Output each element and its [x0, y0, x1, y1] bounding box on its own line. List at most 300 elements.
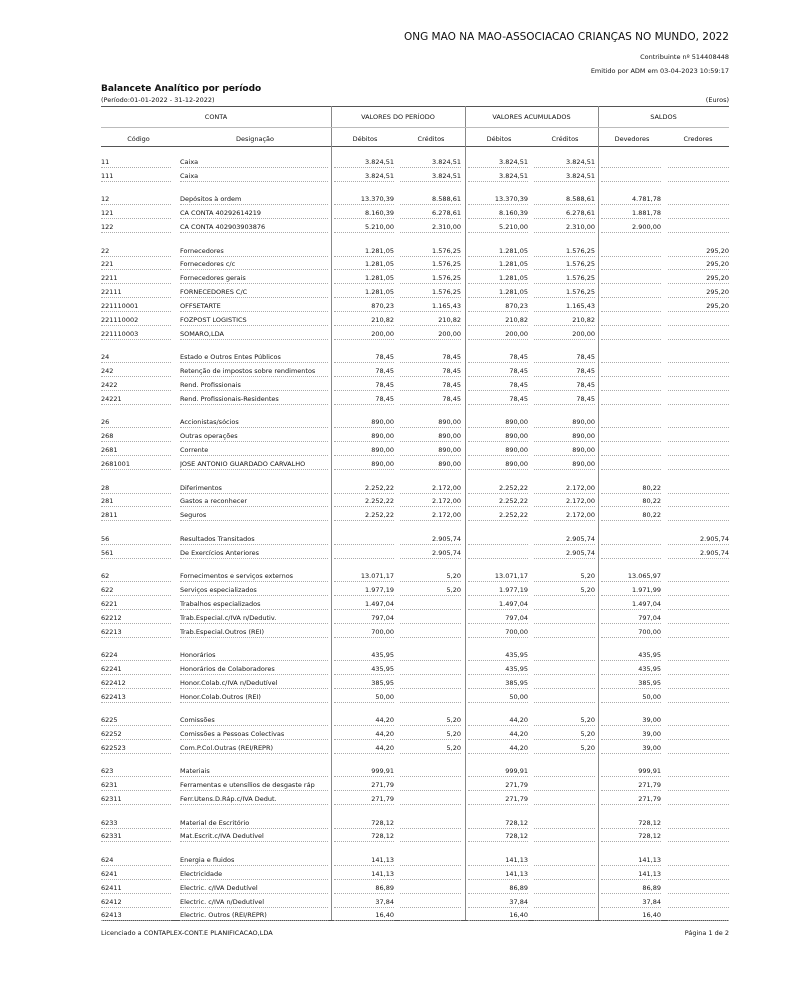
table-row — [101, 613, 729, 626]
table-row — [101, 352, 729, 365]
acumulado-debito: 435,95 — [468, 651, 528, 661]
periodo-credito: 2.172,00 — [400, 484, 461, 494]
account-code: 2681 — [101, 446, 171, 456]
saldo-credor — [668, 586, 729, 596]
acumulado-debito: 13.370,39 — [468, 195, 528, 205]
periodo-credito: 5,20 — [400, 572, 461, 582]
periodo-credito: 1.576,25 — [400, 288, 461, 298]
acumulado-debito: 2.252,22 — [468, 511, 528, 521]
periodo-debito: 890,00 — [334, 460, 394, 470]
acumulado-debito: 200,00 — [468, 330, 528, 340]
table-row — [101, 431, 729, 444]
periodo-debito: 1.281,05 — [334, 288, 394, 298]
periodo-credito: 1.165,43 — [400, 302, 461, 312]
account-designation: Mat.Escrit.c/IVA Dedutível — [180, 832, 328, 842]
acumulado-debito: 210,82 — [468, 316, 528, 326]
periodo-debito: 2.252,22 — [334, 484, 394, 494]
account-code: 6224 — [101, 651, 171, 661]
acumulado-credito — [534, 911, 595, 921]
account-code: 24 — [101, 353, 171, 363]
acumulado-credito — [534, 819, 595, 829]
account-code: 623 — [101, 767, 171, 777]
acumulado-credito: 890,00 — [534, 418, 595, 428]
acumulado-debito: 2.252,22 — [468, 484, 528, 494]
account-designation: Seguros — [180, 511, 328, 521]
saldo-credor: 295,20 — [668, 302, 729, 312]
saldo-devedor: 797,04 — [601, 614, 661, 624]
table-row — [101, 459, 729, 472]
periodo-debito: 870,23 — [334, 302, 394, 312]
saldo-credor — [668, 209, 729, 219]
acumulado-credito: 5,20 — [534, 572, 595, 582]
account-code: 121 — [101, 209, 171, 219]
account-designation: Honor.Colab.Outros (REI) — [180, 693, 328, 703]
saldo-credor — [668, 795, 729, 805]
saldo-devedor: 271,79 — [601, 781, 661, 791]
saldo-devedor: 141,13 — [601, 856, 661, 866]
account-code: 56 — [101, 535, 171, 545]
periodo-debito: 2.252,22 — [334, 497, 394, 507]
saldo-credor — [668, 353, 729, 363]
acumulado-credito: 6.278,61 — [534, 209, 595, 219]
periodo-debito: 1.281,05 — [334, 247, 394, 257]
header-devedores: Devedores — [614, 135, 650, 143]
acumulado-credito — [534, 856, 595, 866]
account-designation: Corrente — [180, 446, 328, 456]
saldo-devedor: 37,84 — [601, 898, 661, 908]
account-designation: Comissões a Pessoas Colectivas — [180, 730, 328, 740]
table-row — [101, 417, 729, 430]
account-designation: Ferramentas e utensílios de desgaste ráp — [180, 781, 328, 791]
account-designation: Estado e Outros Entes Públicos — [180, 353, 328, 363]
acumulado-debito: 78,45 — [468, 353, 528, 363]
account-designation: Serviços especializados — [180, 586, 328, 596]
table-row — [101, 910, 729, 923]
table-row — [101, 273, 729, 286]
periodo-credito: 5,20 — [400, 730, 461, 740]
account-code: 6225 — [101, 716, 171, 726]
acumulado-credito: 2.310,00 — [534, 223, 595, 233]
periodo-credito: 78,45 — [400, 353, 461, 363]
saldo-devedor — [601, 316, 661, 326]
acumulado-debito: 5.210,00 — [468, 223, 528, 233]
saldo-devedor: 999,91 — [601, 767, 661, 777]
saldo-devedor: 86,89 — [601, 884, 661, 894]
acumulado-debito: 16,40 — [468, 911, 528, 921]
report-title: Balancete Analítico por período — [101, 84, 262, 94]
table-row — [101, 897, 729, 910]
saldo-credor — [668, 432, 729, 442]
acumulado-credito: 1.576,25 — [534, 288, 595, 298]
acumulado-debito: 797,04 — [468, 614, 528, 624]
table-row — [101, 246, 729, 259]
saldo-devedor: 1.881,78 — [601, 209, 661, 219]
saldo-credor — [668, 614, 729, 624]
table-row — [101, 496, 729, 509]
saldo-credor — [668, 316, 729, 326]
acumulado-credito — [534, 832, 595, 842]
acumulado-credito: 2.905,74 — [534, 549, 595, 559]
periodo-debito: 700,00 — [334, 628, 394, 638]
periodo-credito: 6.278,61 — [400, 209, 461, 219]
account-designation: Trabalhos especializados — [180, 600, 328, 610]
account-code: 28 — [101, 484, 171, 494]
account-designation: Depósitos à ordem — [180, 195, 328, 205]
saldo-credor — [668, 832, 729, 842]
periodo-credito — [400, 856, 461, 866]
table-row — [101, 194, 729, 207]
account-code: 22111 — [101, 288, 171, 298]
periodo-credito — [400, 600, 461, 610]
account-designation: Ferr.Utens.D.Ráp.c/IVA Dedut. — [180, 795, 328, 805]
periodo-debito: 385,95 — [334, 679, 394, 689]
periodo-credito: 5,20 — [400, 744, 461, 754]
periodo-credito: 78,45 — [400, 381, 461, 391]
acumulado-debito: 870,23 — [468, 302, 528, 312]
saldo-devedor: 700,00 — [601, 628, 661, 638]
saldo-credor — [668, 767, 729, 777]
account-code: 24221 — [101, 395, 171, 405]
table-row — [101, 315, 729, 328]
account-designation: Honorários de Colaboradores — [180, 665, 328, 675]
periodo-debito: 1.281,05 — [334, 260, 394, 270]
acumulado-debito: 890,00 — [468, 460, 528, 470]
acumulado-credito: 1.576,25 — [534, 260, 595, 270]
account-code: 62413 — [101, 911, 171, 921]
account-designation: Fornecimentos e serviços externos — [180, 572, 328, 582]
acumulado-debito: 890,00 — [468, 432, 528, 442]
saldo-credor — [668, 870, 729, 880]
saldo-credor: 295,20 — [668, 260, 729, 270]
saldo-credor — [668, 511, 729, 521]
acumulado-credito: 890,00 — [534, 460, 595, 470]
saldo-credor — [668, 395, 729, 405]
acumulado-debito: 1.281,05 — [468, 247, 528, 257]
saldo-credor — [668, 172, 729, 182]
acumulado-debito — [468, 549, 528, 559]
account-designation: JOSE ANTONIO GUARDADO CARVALHO — [180, 460, 328, 470]
acumulado-credito: 3.824,51 — [534, 172, 595, 182]
periodo-debito: 3.824,51 — [334, 158, 394, 168]
account-designation: Fornecedores — [180, 247, 328, 257]
account-code: 622523 — [101, 744, 171, 754]
table-row — [101, 692, 729, 705]
account-designation: Electric. Outros (REI/REPR) — [180, 911, 328, 921]
periodo-debito: 2.252,22 — [334, 511, 394, 521]
acumulado-debito: 271,79 — [468, 781, 528, 791]
account-designation: Com.P.Col.Outras (REI/REPR) — [180, 744, 328, 754]
table-row — [101, 780, 729, 793]
periodo-credito: 5,20 — [400, 716, 461, 726]
account-designation: Electric. c/IVA Dedutível — [180, 884, 328, 894]
periodo-debito: 1.281,05 — [334, 274, 394, 284]
account-code: 62331 — [101, 832, 171, 842]
table-row — [101, 766, 729, 779]
periodo-credito: 3.824,51 — [400, 158, 461, 168]
account-designation: Rend. Profissionais-Residentes — [180, 395, 328, 405]
periodo-credito: 3.824,51 — [400, 172, 461, 182]
periodo-debito: 3.824,51 — [334, 172, 394, 182]
report-period: (Período:01-01-2022 - 31-12-2022) — [101, 96, 215, 104]
saldo-devedor — [601, 274, 661, 284]
acumulado-debito: 78,45 — [468, 381, 528, 391]
header-saldos: SALDOS — [650, 113, 677, 121]
account-code: 281 — [101, 497, 171, 507]
account-code: 221 — [101, 260, 171, 270]
saldo-credor — [668, 665, 729, 675]
table-row — [101, 380, 729, 393]
saldo-devedor: 728,12 — [601, 832, 661, 842]
table-row — [101, 483, 729, 496]
periodo-debito: 37,84 — [334, 898, 394, 908]
table-row — [101, 627, 729, 640]
account-designation: Trab.Especial.Outros (REI) — [180, 628, 328, 638]
periodo-credito: 890,00 — [400, 446, 461, 456]
periodo-credito — [400, 767, 461, 777]
periodo-debito: 141,13 — [334, 856, 394, 866]
periodo-debito: 50,00 — [334, 693, 394, 703]
table-row — [101, 259, 729, 272]
account-code: 561 — [101, 549, 171, 559]
saldo-devedor: 271,79 — [601, 795, 661, 805]
account-designation: FOZPOST LOGISTICS — [180, 316, 328, 326]
acumulado-debito: 1.281,05 — [468, 260, 528, 270]
periodo-debito: 86,89 — [334, 884, 394, 894]
periodo-credito — [400, 665, 461, 675]
acumulado-debito: 3.824,51 — [468, 158, 528, 168]
acumulado-debito: 44,20 — [468, 744, 528, 754]
account-code: 268 — [101, 432, 171, 442]
saldo-credor: 295,20 — [668, 247, 729, 257]
account-code: 622 — [101, 586, 171, 596]
periodo-debito: 44,20 — [334, 716, 394, 726]
periodo-debito: 5.210,00 — [334, 223, 394, 233]
saldo-devedor: 39,00 — [601, 716, 661, 726]
header-conta: CONTA — [204, 113, 228, 121]
account-designation: Electricidade — [180, 870, 328, 880]
account-code: 622412 — [101, 679, 171, 689]
account-code: 221110002 — [101, 316, 171, 326]
account-designation: Rend. Profissionais — [180, 381, 328, 391]
periodo-credito: 78,45 — [400, 367, 461, 377]
account-designation: OFFSETARTE — [180, 302, 328, 312]
acumulado-credito: 78,45 — [534, 353, 595, 363]
periodo-credito — [400, 898, 461, 908]
periodo-credito: 890,00 — [400, 460, 461, 470]
periodo-credito — [400, 832, 461, 842]
acumulado-credito: 1.576,25 — [534, 274, 595, 284]
periodo-credito: 8.588,61 — [400, 195, 461, 205]
table-row — [101, 510, 729, 523]
saldo-devedor — [601, 395, 661, 405]
periodo-credito — [400, 911, 461, 921]
acumulado-debito: 86,89 — [468, 884, 528, 894]
acumulado-debito: 13.071,17 — [468, 572, 528, 582]
periodo-credito: 1.576,25 — [400, 274, 461, 284]
account-designation: Outras operações — [180, 432, 328, 442]
periodo-credito: 2.905,74 — [400, 535, 461, 545]
saldo-credor: 295,20 — [668, 288, 729, 298]
table-row — [101, 650, 729, 663]
table-row — [101, 329, 729, 342]
acumulado-credito: 78,45 — [534, 367, 595, 377]
saldo-devedor: 16,40 — [601, 911, 661, 921]
acumulado-debito: 50,00 — [468, 693, 528, 703]
saldo-credor — [668, 572, 729, 582]
saldo-devedor — [601, 535, 661, 545]
account-designation: Honor.Colab.c/IVA n/Dedutível — [180, 679, 328, 689]
saldo-devedor — [601, 172, 661, 182]
periodo-credito — [400, 884, 461, 894]
periodo-credito — [400, 693, 461, 703]
periodo-debito: 271,79 — [334, 781, 394, 791]
saldo-devedor: 385,95 — [601, 679, 661, 689]
saldo-devedor — [601, 460, 661, 470]
account-designation: Materiais — [180, 767, 328, 777]
acumulado-credito — [534, 693, 595, 703]
saldo-devedor — [601, 549, 661, 559]
acumulado-credito — [534, 614, 595, 624]
periodo-credito: 5,20 — [400, 586, 461, 596]
acumulado-credito — [534, 628, 595, 638]
page-number: Página 1 de 2 — [684, 929, 729, 937]
acumulado-debito — [468, 535, 528, 545]
periodo-credito: 2.310,00 — [400, 223, 461, 233]
saldo-devedor — [601, 302, 661, 312]
acumulado-credito: 890,00 — [534, 446, 595, 456]
account-code: 62213 — [101, 628, 171, 638]
account-code: 26 — [101, 418, 171, 428]
saldo-credor — [668, 223, 729, 233]
saldo-credor — [668, 679, 729, 689]
saldo-devedor — [601, 247, 661, 257]
periodo-debito: 16,40 — [334, 911, 394, 921]
account-designation: De Exercícios Anteriores — [180, 549, 328, 559]
saldo-credor — [668, 381, 729, 391]
account-code: 624 — [101, 856, 171, 866]
table-row — [101, 548, 729, 561]
acumulado-debito: 999,91 — [468, 767, 528, 777]
table-row — [101, 855, 729, 868]
saldo-credor — [668, 884, 729, 894]
header-acumulados-creditos: Créditos — [551, 135, 579, 143]
account-designation: Honorários — [180, 651, 328, 661]
account-code: 62212 — [101, 614, 171, 624]
acumulado-debito: 3.824,51 — [468, 172, 528, 182]
saldo-credor — [668, 418, 729, 428]
account-designation: Energia e fluidos — [180, 856, 328, 866]
acumulado-credito: 1.165,43 — [534, 302, 595, 312]
acumulado-debito: 2.252,22 — [468, 497, 528, 507]
acumulado-debito: 385,95 — [468, 679, 528, 689]
account-designation: SOMARO,LDA — [180, 330, 328, 340]
periodo-debito — [334, 535, 394, 545]
account-designation: FORNECEDORES C/C — [180, 288, 328, 298]
acumulado-credito — [534, 651, 595, 661]
account-designation: CA CONTA 402903903876 — [180, 223, 328, 233]
acumulado-credito: 1.576,25 — [534, 247, 595, 257]
table-row — [101, 222, 729, 235]
account-designation: CA CONTA 40292614219 — [180, 209, 328, 219]
table-row — [101, 869, 729, 882]
acumulado-credito — [534, 884, 595, 894]
saldo-devedor: 39,00 — [601, 730, 661, 740]
table-row — [101, 715, 729, 728]
account-code: 62252 — [101, 730, 171, 740]
table-row — [101, 208, 729, 221]
acumulado-debito: 728,12 — [468, 832, 528, 842]
saldo-credor — [668, 460, 729, 470]
periodo-debito: 200,00 — [334, 330, 394, 340]
acumulado-credito: 5,20 — [534, 730, 595, 740]
periodo-credito — [400, 781, 461, 791]
acumulado-credito — [534, 795, 595, 805]
account-code: 622413 — [101, 693, 171, 703]
acumulado-credito: 2.905,74 — [534, 535, 595, 545]
acumulado-debito: 78,45 — [468, 367, 528, 377]
periodo-debito: 13.071,17 — [334, 572, 394, 582]
account-code: 6241 — [101, 870, 171, 880]
saldo-credor: 295,20 — [668, 274, 729, 284]
account-code: 22 — [101, 247, 171, 257]
saldo-devedor: 1.971,99 — [601, 586, 661, 596]
acumulado-credito — [534, 600, 595, 610]
saldo-devedor: 728,12 — [601, 819, 661, 829]
table-row — [101, 171, 729, 184]
periodo-debito: 435,95 — [334, 651, 394, 661]
saldo-credor — [668, 600, 729, 610]
periodo-credito — [400, 870, 461, 880]
saldo-credor — [668, 497, 729, 507]
periodo-credito: 78,45 — [400, 395, 461, 405]
periodo-debito: 141,13 — [334, 870, 394, 880]
periodo-credito — [400, 651, 461, 661]
saldo-devedor — [601, 432, 661, 442]
acumulado-credito: 5,20 — [534, 716, 595, 726]
saldo-devedor: 80,22 — [601, 511, 661, 521]
saldo-devedor: 435,95 — [601, 665, 661, 675]
periodo-credito — [400, 628, 461, 638]
periodo-debito: 271,79 — [334, 795, 394, 805]
saldo-credor — [668, 628, 729, 638]
periodo-debito: 999,91 — [334, 767, 394, 777]
saldo-credor — [668, 716, 729, 726]
acumulado-debito: 728,12 — [468, 819, 528, 829]
periodo-debito: 78,45 — [334, 381, 394, 391]
periodo-debito: 78,45 — [334, 353, 394, 363]
account-designation: Electric. c/IVA n/Dedutível — [180, 898, 328, 908]
table-row — [101, 445, 729, 458]
saldo-credor — [668, 158, 729, 168]
saldo-devedor: 80,22 — [601, 497, 661, 507]
saldo-credor — [668, 819, 729, 829]
currency-label: (Euros) — [705, 96, 729, 104]
table-row — [101, 287, 729, 300]
account-code: 62241 — [101, 665, 171, 675]
acumulado-credito: 210,82 — [534, 316, 595, 326]
saldo-devedor: 13.065,97 — [601, 572, 661, 582]
acumulado-credito — [534, 870, 595, 880]
acumulado-debito: 141,13 — [468, 870, 528, 880]
periodo-debito: 890,00 — [334, 446, 394, 456]
account-code: 62411 — [101, 884, 171, 894]
periodo-debito: 1.497,04 — [334, 600, 394, 610]
header-credores: Credores — [683, 135, 713, 143]
acumulado-credito: 5,20 — [534, 586, 595, 596]
periodo-credito: 200,00 — [400, 330, 461, 340]
acumulado-credito: 78,45 — [534, 381, 595, 391]
periodo-credito: 2.172,00 — [400, 511, 461, 521]
